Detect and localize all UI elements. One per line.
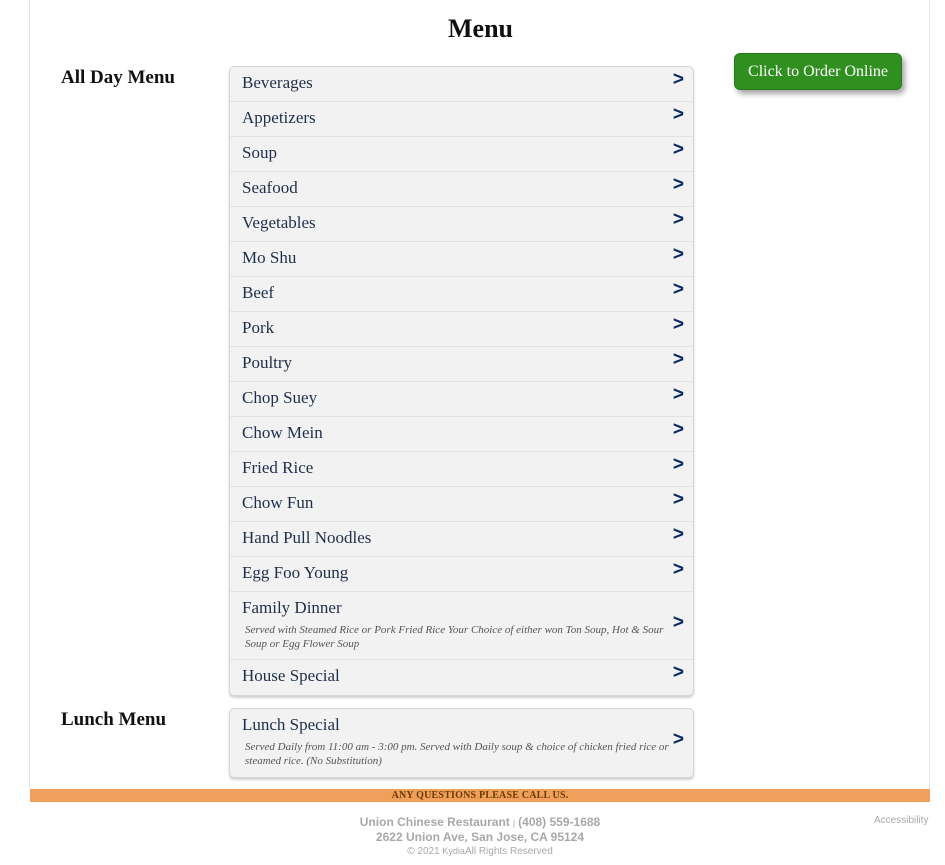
chevron-right-icon: > [672, 104, 684, 125]
chevron-right-icon: > [672, 209, 684, 230]
menu-category-label: Poultry [242, 353, 293, 372]
menu-category-label: Fried Rice [242, 458, 314, 477]
menu-category-soup[interactable] [230, 137, 693, 172]
chevron-right-icon: > [672, 384, 684, 405]
menu-category-chop-suey[interactable] [230, 382, 693, 417]
menu-category-label: Beef [242, 283, 275, 302]
footer-separator: | [512, 818, 516, 828]
chevron-right-icon: > [672, 419, 684, 440]
restaurant-address: 2622 Union Ave, San Jose, CA 95124 [375, 830, 585, 844]
page-title: Menu [448, 14, 513, 43]
chevron-right-icon: > [672, 139, 684, 160]
menu-category-fried-rice[interactable] [230, 452, 693, 487]
menu-category-label: Mo Shu [242, 248, 297, 267]
chevron-right-icon: > [672, 729, 684, 750]
menu-category-label: Egg Foo Young [242, 563, 349, 582]
menu-category-label: Chow Fun [242, 493, 314, 512]
menu-category-beverages[interactable] [230, 67, 693, 102]
menu-category-label: Chow Mein [242, 423, 323, 442]
menu-category-appetizers[interactable] [230, 102, 693, 137]
chevron-right-icon: > [672, 314, 684, 335]
chevron-right-icon: > [672, 524, 684, 545]
menu-category-label: Pork [242, 318, 275, 337]
menu-category-lunch-special[interactable] [230, 709, 693, 777]
all-day-menu-list [229, 66, 694, 696]
accessibility-link[interactable]: Accessibility [874, 815, 929, 826]
lunch-menu-list [229, 708, 694, 778]
menu-category-chow-fun[interactable] [230, 487, 693, 522]
page-container [29, 0, 930, 788]
menu-category-label: Hand Pull Noodles [242, 528, 372, 547]
menu-category-seafood[interactable] [230, 172, 693, 207]
menu-category-label: Lunch Special [242, 715, 340, 734]
restaurant-name: Union Chinese Restaurant [359, 815, 510, 829]
menu-category-house-special[interactable] [230, 660, 693, 695]
all-day-menu-label: All Day Menu [61, 67, 175, 88]
menu-category-vegetables[interactable] [230, 207, 693, 242]
copyright-text: © 2021 [407, 846, 440, 857]
chevron-right-icon: > [672, 662, 684, 683]
chevron-right-icon: > [672, 454, 684, 475]
menu-category-family-dinner[interactable] [230, 592, 693, 660]
menu-category-label: Soup [242, 143, 277, 162]
menu-category-label: House Special [242, 666, 340, 685]
lunch-menu-label: Lunch Menu [61, 709, 167, 730]
menu-category-label: Beverages [242, 73, 313, 92]
menu-category-mo-shu[interactable] [230, 242, 693, 277]
notice-bar: ANY QUESTIONS PLEASE CALL US. [30, 789, 930, 802]
menu-category-hand-pull-noodles[interactable] [230, 522, 693, 557]
chevron-right-icon: > [672, 69, 684, 90]
chevron-right-icon: > [672, 349, 684, 370]
menu-category-label: Seafood [242, 178, 298, 197]
restaurant-phone[interactable]: (408) 559-1688 [518, 815, 601, 829]
chevron-right-icon: > [672, 279, 684, 300]
menu-category-label: Chop Suey [242, 388, 318, 407]
menu-category-description: Served with Steamed Rice or Pork Fried Rice Your Choice of either won Ton Soup, Hot & Sour Soup or Egg Flower Soup [245, 624, 664, 650]
menu-category-pork[interactable] [230, 312, 693, 347]
menu-category-egg-foo-young[interactable] [230, 557, 693, 592]
chevron-right-icon: > [672, 489, 684, 510]
menu-category-label: Appetizers [242, 108, 316, 127]
chevron-right-icon: > [672, 174, 684, 195]
chevron-right-icon: > [672, 244, 684, 265]
menu-category-label: Family Dinner [242, 598, 342, 617]
menu-category-label: Vegetables [242, 213, 316, 232]
rights-text: All Rights Reserved [464, 846, 553, 857]
menu-category-poultry[interactable] [230, 347, 693, 382]
footer [0, 815, 945, 857]
chevron-right-icon: > [672, 559, 684, 580]
order-online-button[interactable]: Click to Order Online [734, 53, 902, 90]
chevron-right-icon: > [672, 612, 684, 633]
menu-category-description: Served Daily from 11:00 am - 3:00 pm. Served with Daily soup & choice of chicken fried rice or steamed rice. (No Substitution) [245, 741, 669, 767]
kydia-link[interactable]: Kydia [442, 846, 465, 856]
menu-category-chow-mein[interactable] [230, 417, 693, 452]
menu-category-beef[interactable] [230, 277, 693, 312]
